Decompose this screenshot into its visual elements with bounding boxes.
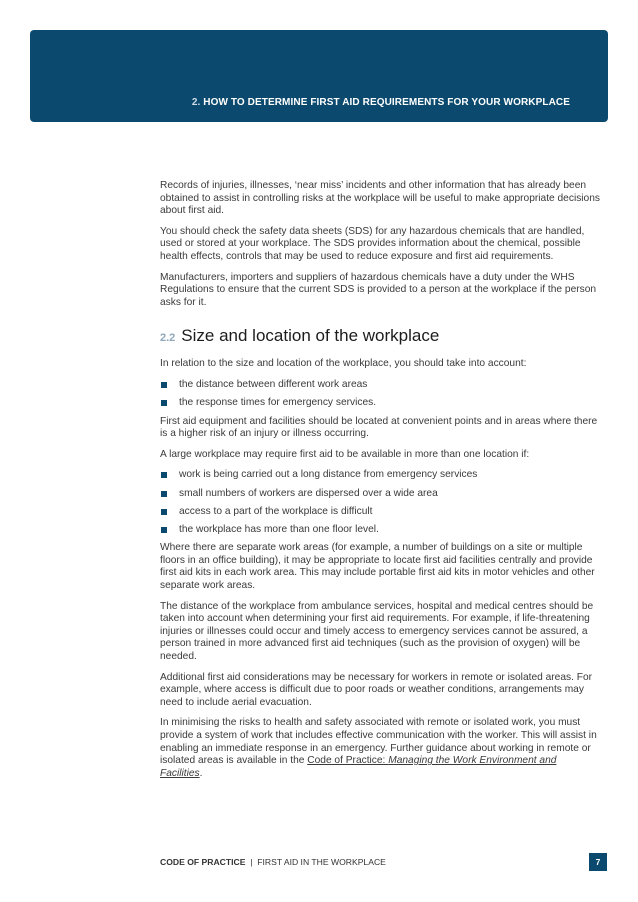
footer-code-of-practice: CODE OF PRACTICE [160,857,246,867]
section-title: Size and location of the workplace [181,326,440,346]
list-item: the distance between different work areas [160,379,600,392]
list-item: access to a part of the workplace is difficult [160,506,600,519]
intro-paragraph-1: Records of injuries, illnesses, ‘near miss’ incidents and other information that has already been obtained to assist in controlling risks at the workplace will be useful to make appropriate decisions about first aid. [160,180,600,217]
paragraph-first-aid-location: First aid equipment and facilities should be located at convenient points and in areas where there is a higher risk of an injury or illness occurring. [160,415,598,440]
main-content [160,180,600,788]
section-heading [160,326,600,348]
final-period: . [199,767,203,779]
footer-document-title: FIRST AID IN THE WORKPLACE [257,857,386,867]
chapter-title [192,97,570,108]
bullet-list-2 [160,469,600,536]
list-item: the response times for emergency services. [160,397,600,410]
chapter-title-text: HOW TO DETERMINE FIRST AID REQUIREMENTS FOR YOUR WORKPLACE [203,97,570,108]
page-number: 7 [589,853,607,871]
list-item: small numbers of workers are dispersed over a wide area [160,488,600,501]
lead-in-paragraph: In relation to the size and location of the workplace, you should take into account: [160,358,527,370]
page-footer [160,857,386,867]
link-italic-title: Managing the Work Environment and Facilities [160,755,557,779]
paragraph-remote-areas: Additional first aid considerations may be necessary for workers in remote or isolated areas. For example, where access is difficult due to poor roads or weather conditions, arrangements may need to include aerial evacuation. [160,671,593,708]
paragraph-remote-work-text: In minimising the risks to health and safety associated with remote or isolated work, you must provide a system of work that includes effective communication with the worker. This will assist in enabling an immediate response in an emergency. Further guidance about working in remote or isolated areas is available in the [160,717,597,767]
lead-in-paragraph-2: A large workplace may require first aid to be available in more than one location if: [160,448,530,460]
list-item: work is being carried out a long distance from emergency services [160,469,600,482]
section-number: 2.2 [160,332,176,345]
paragraph-remote-work [160,717,600,780]
bullet-list-1 [160,379,600,410]
intro-paragraph-3: Manufacturers, importers and suppliers of hazardous chemicals have a duty under the WHS Regulations to ensure that the current SDS is provided to a person at the workplace if the person asks for it. [160,271,597,308]
chapter-number: 2. [191,97,201,108]
header-banner [30,30,608,122]
list-item: the workplace has more than one floor level. [160,524,600,537]
footer-separator: | [250,857,253,867]
link-prefix: Code of Practice: [307,755,389,767]
paragraph-separate-work-areas: Where there are separate work areas (for example, a number of buildings on a site or multiple floors in an office building), it may be appropriate to locate first aid facilities centrally and provide first aid kits in each work area. This may include portable first aid kits in motor vehicles and other separate work areas. [160,542,595,592]
intro-paragraph-2: You should check the safety data sheets (SDS) for any hazardous chemicals that are handled, used or stored at your workplace. The SDS provides information about the chemical, possible health effects, controls that may be used to reduce exposure and first aid requirements. [160,225,585,262]
paragraph-distance: The distance of the workplace from ambulance services, hospital and medical centres should be taken into account when determining your first aid requirements. For example, if life-threatening injuries or illnesses could occur and timely access to emergency services cannot be assured, a person trained in more advanced first aid techniques (such as the provision of oxygen) will be needed. [160,600,594,663]
